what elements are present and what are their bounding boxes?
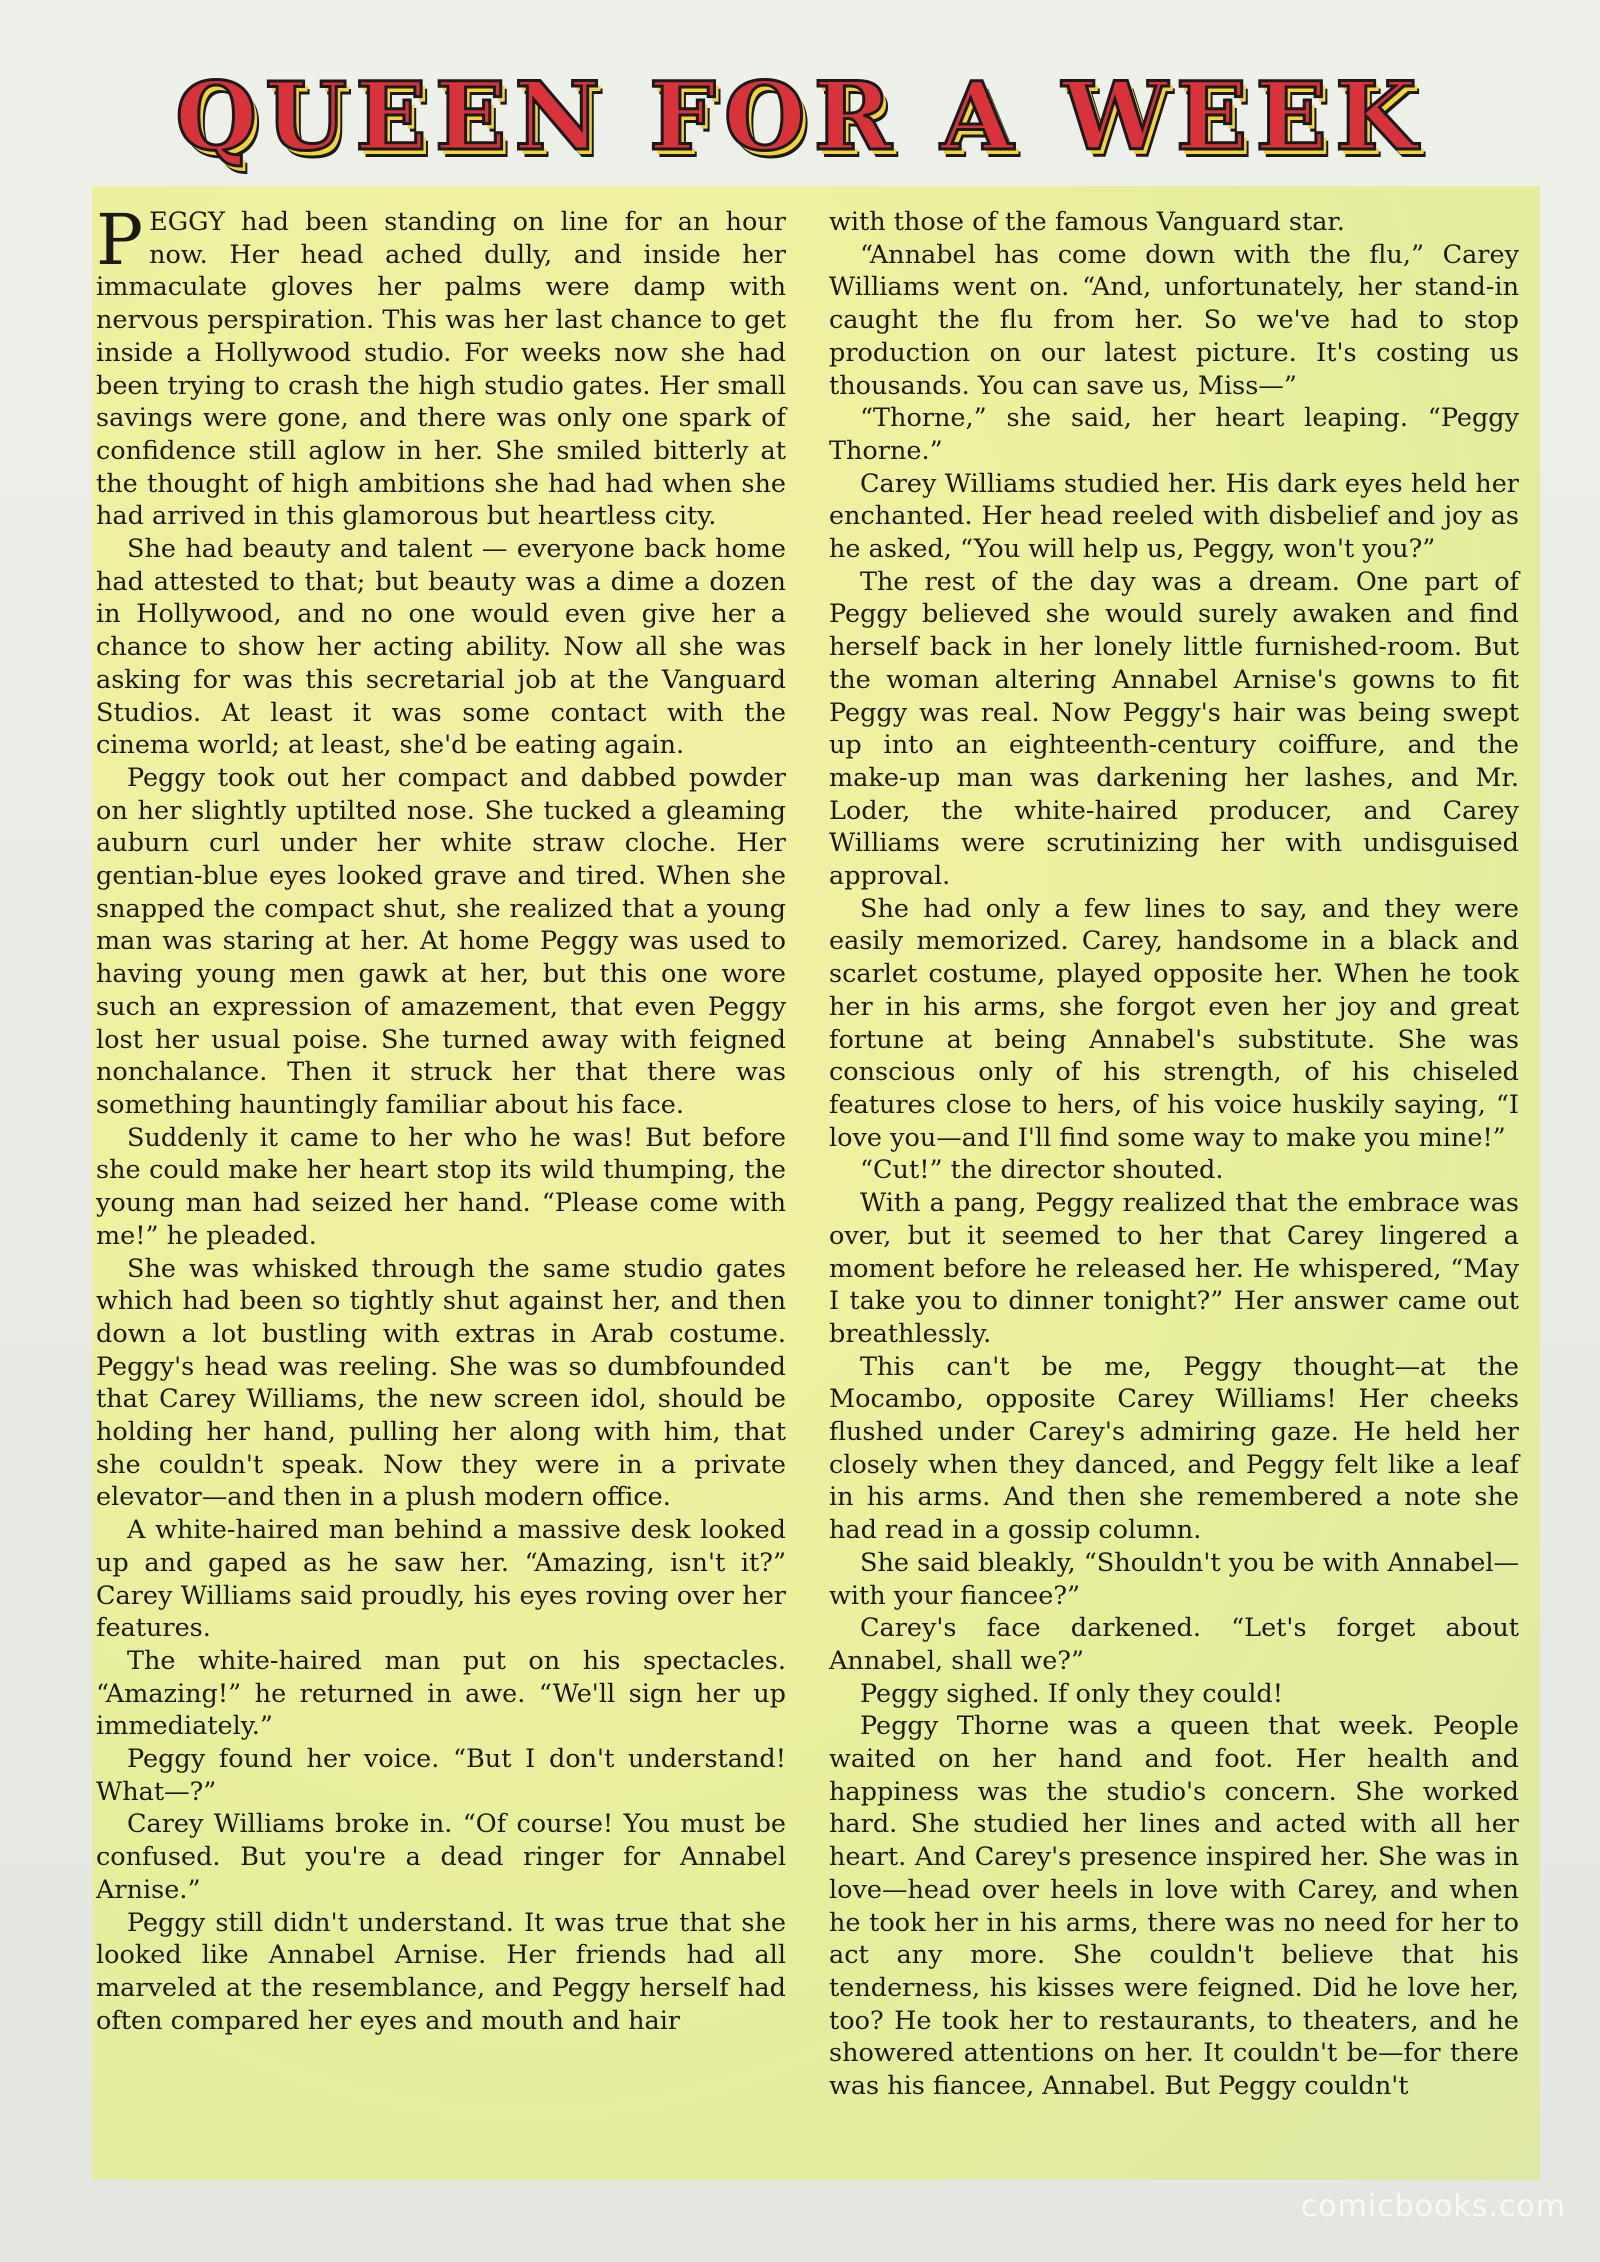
- paragraph: With a pang, Peggy realized that the embrace was over, but it seemed to her that Carey lingered a moment before he released her. He whispered, “May I take you to dinner tonight?” Her answer came out breathlessly.: [829, 1188, 1519, 1349]
- right-column: [829, 206, 1519, 2103]
- paragraph: This can't be me, Peggy thought—at the Mocambo, opposite Carey Williams! Her cheeks flushed under Carey's admiring gaze. He held her closely when they danced, and Peggy felt like a leaf in his arms. And then she remembered a note she had read in a gossip column.: [829, 1351, 1519, 1546]
- paragraph: Carey Williams studied her. His dark eyes held her enchanted. Her head reeled with disbelief and joy as he asked, “You will help us, Peggy, won't you?”: [829, 468, 1519, 565]
- left-column: [96, 199, 786, 2037]
- story-text-panel: [92, 186, 1540, 2180]
- paragraph: “Thorne,” she said, her heart leaping. “Peggy Thorne.”: [829, 403, 1519, 466]
- paragraph: She was whisked through the same studio gates which had been so tightly shut against her, and then down a lot bustling with extras in Arab costume. Peggy's head was reeling. She was so dumbfounded that Carey Williams, the new screen idol, should be holding her hand, pulling her along with him, that she couldn't speak. Now they were in a private elevator—and then in a plush modern office.: [96, 1253, 786, 1513]
- paragraph: Carey's face darkened. “Let's forget about Annabel, shall we?”: [829, 1613, 1519, 1676]
- paragraph: Peggy Thorne was a queen that week. People waited on her hand and foot. Her health and happiness was the studio's concern. She worked hard. She studied her lines and acted with all her heart. And Carey's presence inspired her. She was in love—head over heels in love with Carey, and when he took her in his arms, there was no need for her to act any more. She couldn't believe that his tenderness, his kisses were feigned. Did he love her, too? He took her to restaurants, to theaters, and he showered attentions on her. It couldn't be—for there was his fiancee, Annabel. But Peggy couldn't: [829, 1711, 1519, 2102]
- story-title: QUEEN FOR A WEEK: [175, 62, 1425, 172]
- paragraph: The white-haired man put on his spectacles. “Amazing!” he returned in awe. “We'll sign her up immediately.”: [96, 1645, 786, 1742]
- paragraph: A white-haired man behind a massive desk looked up and gaped as he saw her. “Amazing, isn't it?” Carey Williams said proudly, his eyes roving over her features.: [96, 1515, 786, 1644]
- paragraph: She said bleakly, “Shouldn't you be with Annabel—with your fiancee?”: [829, 1547, 1519, 1611]
- paragraph: She had beauty and talent — everyone back home had attested to that; but beauty was a dime a dozen in Hollywood, and no one would even give her a chance to show her acting ability. Now all she was asking for was this secretarial job at the Vanguard Studios. At least it was some contact with the cinema world; at least, she'd be eating again.: [96, 534, 786, 761]
- paragraph: She had only a few lines to say, and they were easily memorized. Carey, handsome in a black and scarlet costume, played opposite her. When he took her in his arms, she forgot even her joy and great fortune at being Annabel's substitute. She was conscious only of his strength, of his chiseled features close to hers, of his voice huskily saying, “I love you—and I'll find some way to make you mine!”: [829, 893, 1519, 1153]
- paragraph: “Annabel has come down with the flu,” Carey Williams went on. “And, unfortunately, her stand-in caught the flu from her. So we've had to stop production on our latest picture. It's costing us thousands. You can save us, Miss—”: [829, 239, 1519, 401]
- paragraph: Carey Williams broke in. “Of course! You must be confused. But you're a dead ringer for Annabel Arnise.”: [96, 1809, 786, 1905]
- paragraph: Peggy took out her compact and dabbed powder on her slightly uptilted nose. She tucked a gleaming auburn curl under her white straw cloche. Her gentian-blue eyes looked grave and tired. When she snapped the compact shut, she realized that a young man was staring at her. At home Peggy was used to having young men gawk at her, but this one wore such an expression of amazement, that even Peggy lost her usual poise. She turned away with feigned nonchalance. Then it struck her that there was something hauntingly familiar about his face.: [96, 762, 786, 1120]
- paragraph: Peggy still didn't understand. It was true that she looked like Annabel Arnise. Her friends had all marveled at the resemblance, and Peggy herself had often compared her eyes and mouth and hair: [96, 1907, 786, 2036]
- paragraph: with those of the famous Vanguard star.: [829, 207, 1345, 237]
- paragraph: Peggy found her voice. “But I don't understand! What—?”: [96, 1744, 786, 1807]
- paragraph: The rest of the day was a dream. One part of Peggy believed she would surely awaken and find herself back in her lonely little furnished-room. But the woman altering Annabel Arnise's gowns to fit Peggy was real. Now Peggy's hair was being swept up into an eighteenth-century coiffure, and the make-up man was darkening her lashes, and Mr. Loder, the white-haired producer, and Carey Williams were scrutinizing her with undisguised approval.: [829, 566, 1519, 892]
- drop-cap: P: [96, 199, 144, 281]
- paragraph: Suddenly it came to her who he was! But before she could make her heart stop its wild thumping, the young man had seized her hand. “Please come with me!” he pleaded.: [96, 1122, 786, 1251]
- watermark: comicbooks.com: [1300, 2189, 1566, 2224]
- paragraph: Peggy sighed. If only they could!: [860, 1678, 1283, 1709]
- paragraph-text: EGGY had been standing on line for an hour now. Her head ached dully, and inside her immaculate gloves her palms were damp with nervous perspiration. This was her last chance to get inside a Hollywood studio. For weeks now she had been trying to crash the high studio gates. Her small savings were gone, and there was only one spark of confidence still aglow in her. She smiled bitterly at the thought of high ambitions she had had when she had arrived in this glamorous but heartless city.: [96, 207, 786, 532]
- paragraph: [96, 199, 786, 533]
- paragraph: “Cut!” the director shouted.: [860, 1155, 1224, 1186]
